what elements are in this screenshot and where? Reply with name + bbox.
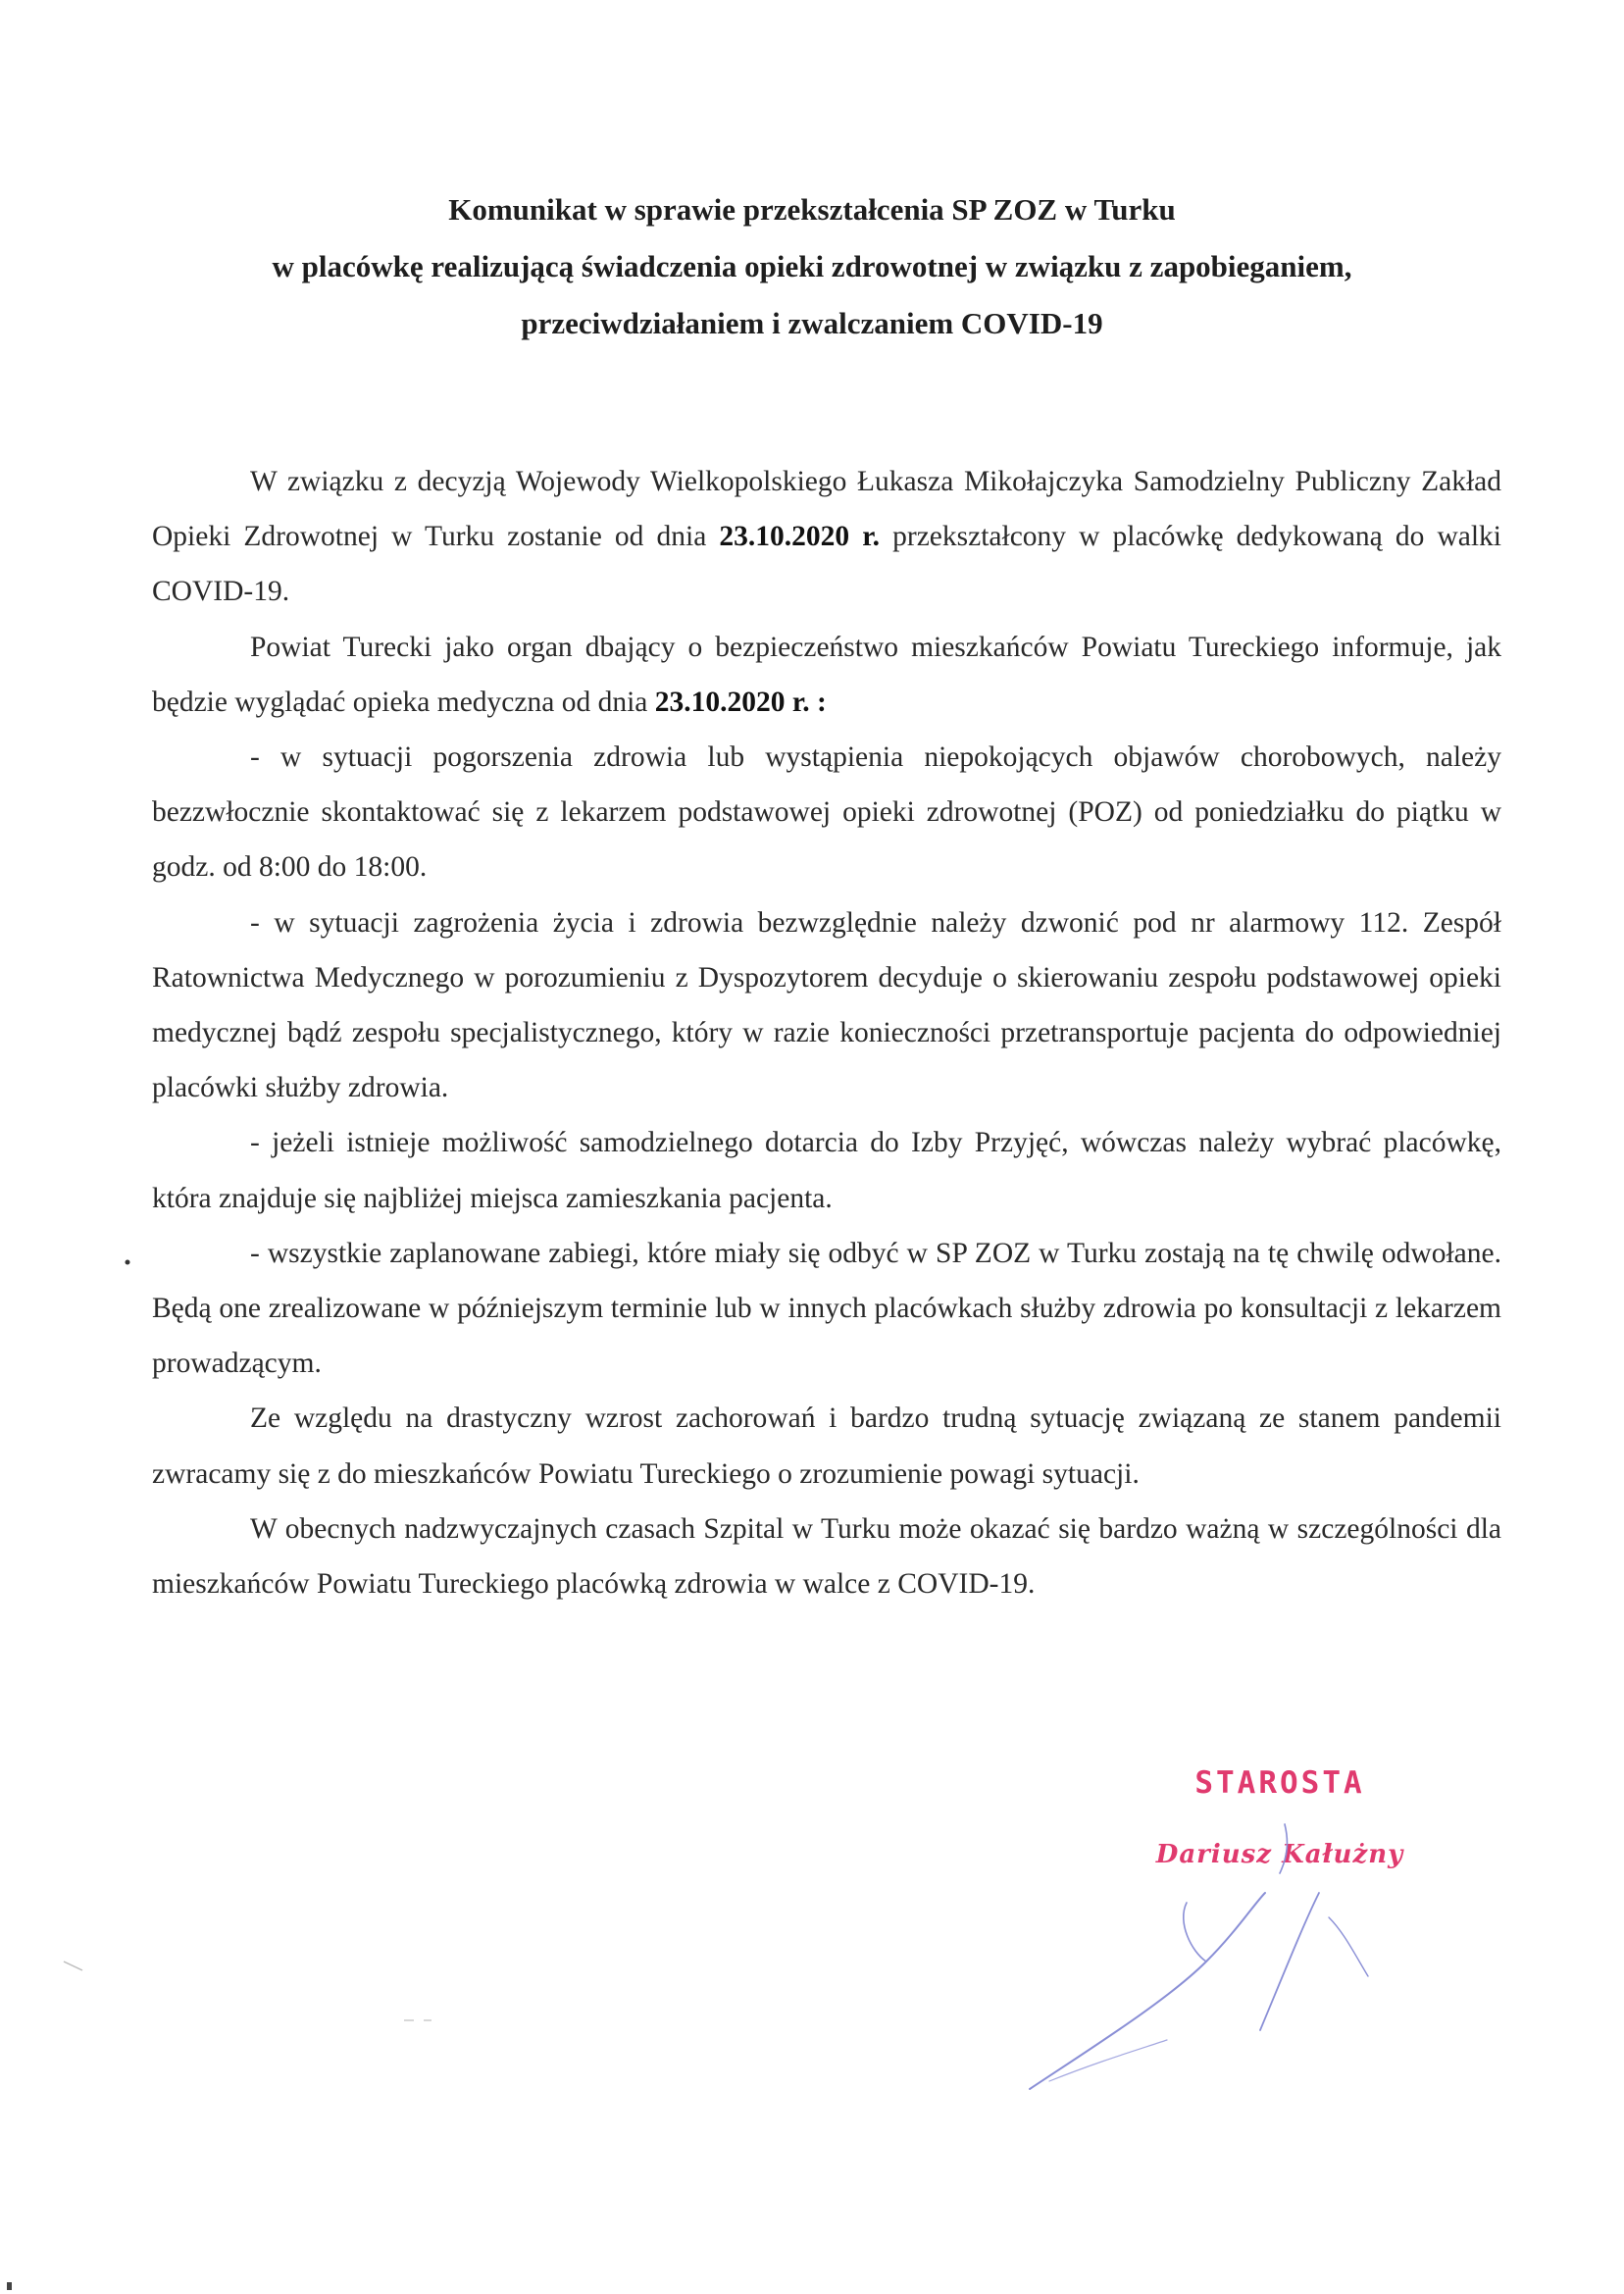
paragraph-information [152,620,1501,730]
scan-mark [402,2015,441,2025]
scan-mark [5,2280,17,2292]
title-line-2: w placówkę realizującą świadczenia opieki zdrowotnej w związku z zapobieganiem, [272,249,1352,283]
paragraph-decision-text-b: przekształcony w placówkę dedykowaną do walki COVID-19. [152,521,1502,608]
paragraph-closing: W obecnych nadzwyczajnych czasach Szpital w Turku może okazać się bardzo ważną w szczególności dla mieszkańców Powiatu Tureckiego placówką zdrowia w walce z COVID-19. [152,1512,1501,1601]
paragraph-appeal: Ze względu na drastyczny wzrost zachorowań i bardzo trudną sytuację związaną ze stanem pandemii zwracamy się z do mieszkańców Powiatu Tureckiego o zrozumienie powagi sytuacji. [152,1402,1501,1490]
bullet-item: - wszystkie zaplanowane zabiegi, które miały się odbyć w SP ZOZ w Turku zostają na tę chwilę odwołane. Będą one zrealizowane w późniejszym terminie lub w innych placówkach służby zdrowia po konsultacji z lekarzem prowadzącym. [152,1237,1501,1380]
scan-mark [123,1257,132,1267]
handwritten-signature [941,1805,1412,2099]
bullet-item: - w sytuacji pogorszenia zdrowia lub wystąpienia niepokojących objawów chorobowych, należy bezzwłocznie skontaktować się z lekarzem podstawowej opieki zdrowotnej (POZ) od poniedziałku do piątku w godz. od 8:00 do 18:00. [152,741,1501,884]
date-highlight: 23.10.2020 r. [719,521,881,553]
stamp-title: STAROSTA [1194,1765,1365,1801]
title-line-1: Komunikat w sprawie przekształcenia SP ZOZ w Turku [448,192,1176,227]
document-title [147,181,1477,352]
title-line-3: przeciwdziałaniem i zwalczaniem COVID-19 [521,306,1103,340]
document-body [152,454,1501,1611]
paragraph-decision [152,454,1501,620]
bullet-item: - jeżeli istnieje możliwość samodzielnego dotarcia do Izby Przyjęć, wówczas należy wybrać placówkę, która znajduje się najbliżej miejsca zamieszkania pacjenta. [152,1127,1501,1214]
scan-mark [59,1957,88,1976]
bullet-item: - w sytuacji zagrożenia życia i zdrowia bezwzględnie należy dzwonić pod nr alarmowy 112. Zespół Ratownictwa Medycznego w porozumieniu z Dyspozytorem decyduje o skierowaniu zespołu podstawowej opieki medycznej bądź zespołu specjalistycznego, który w razie konieczności przetransportuje pacjenta do odpowiedniej placówki służby zdrowia. [152,906,1501,1104]
paragraph-decision-text-a: W związku z decyzją Wojewody Wielkopolskiego Łukasza Mikołajczyka Samodzielny Publiczny Zakład Opieki Zdrowotnej w Turku zostanie od dnia [152,466,1501,553]
date-highlight: 23.10.2020 r. : [654,686,827,718]
stamp-name: Dariusz Kałużny [1155,1840,1404,1869]
paragraph-information-text: Powiat Turecki jako organ dbający o bezpieczeństwo mieszkańców Powiatu Tureckiego informuje, jak będzie wyglądać opieka medyczna od dnia [152,631,1501,718]
